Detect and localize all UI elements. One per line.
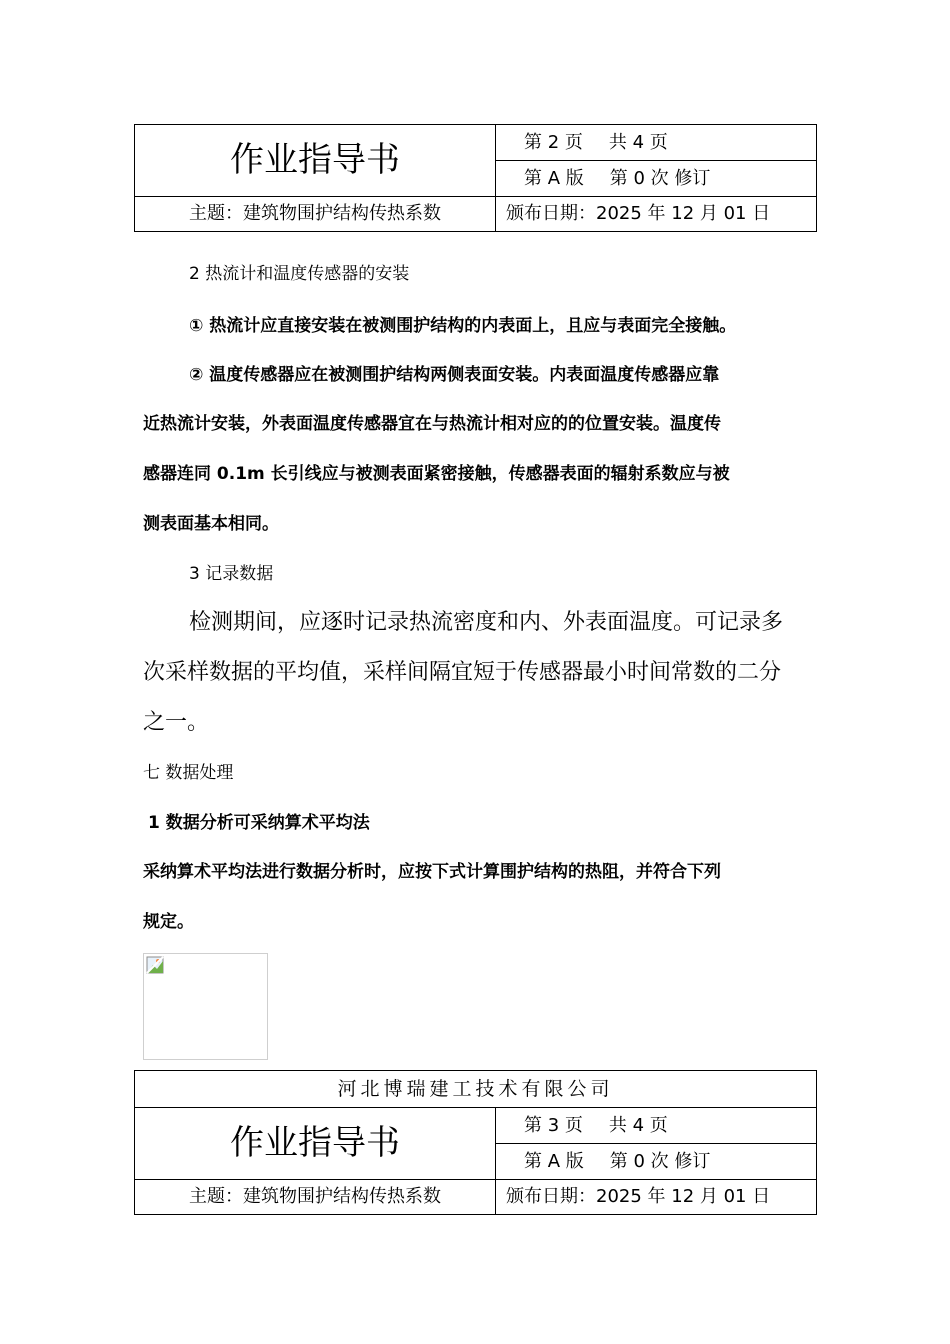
company-name: 河北博瑞建工技术有限公司: [135, 1071, 817, 1108]
page-total: 共 4 页: [608, 131, 668, 153]
doc-title: 作业指导书: [135, 1108, 496, 1180]
subject: 主题：建筑物围护结构传热系数: [135, 1180, 496, 1215]
section-2-item-2-line-4: 测表面基本相同。: [143, 514, 279, 534]
section-2-item-2-line-1: ② 温度传感器应在被测围护结构两侧表面安装。内表面温度传感器应靠: [189, 365, 720, 385]
formula-image-placeholder: [143, 953, 268, 1060]
section-2-item-2-line-3: 感器连同 0.1m 长引线应与被测表面紧密接触，传感器表面的辐射系数应与被: [143, 464, 730, 484]
revision: 第 0 次 修订: [609, 1150, 711, 1172]
doc-title: 作业指导书: [135, 125, 496, 197]
subject: 主题：建筑物围护结构传热系数: [135, 197, 496, 232]
version-info: [496, 1144, 817, 1180]
header-table-top: [134, 124, 817, 232]
section-3-para-line-3: 之一。: [143, 710, 210, 735]
page-number: 第 2 页: [524, 131, 583, 153]
section-3-para-line-1: 检测期间，应逐时记录热流密度和内、外表面温度。可记录多: [189, 610, 784, 635]
version-info: [496, 161, 817, 197]
page-info: [496, 1108, 817, 1144]
section-7-1-heading: 1 数据分析可采纳算术平均法: [148, 813, 370, 833]
section-7-1-line-2: 规定。: [143, 912, 194, 932]
header-table-bottom: [134, 1070, 817, 1215]
section-2-item-2-line-2: 近热流计安装，外表面温度传感器宜在与热流计相对应的的位置安装。温度传: [143, 414, 721, 434]
section-2-item-1: ① 热流计应直接安装在被测围护结构的内表面上，且应与表面完全接触。: [189, 316, 737, 336]
section-7-heading: 七 数据处理: [143, 763, 234, 783]
page-info: [496, 125, 817, 161]
broken-image-icon: [146, 956, 164, 974]
section-7-1-line-1: 采纳算术平均法进行数据分析时，应按下式计算围护结构的热阻，并符合下列: [143, 862, 721, 882]
page-number: 第 3 页: [524, 1114, 583, 1136]
version: 第 A 版: [524, 1150, 584, 1172]
section-2-heading: 2 热流计和温度传感器的安装: [189, 264, 410, 284]
section-3-para-line-2: 次采样数据的平均值，采样间隔宜短于传感器最小时间常数的二分: [143, 660, 782, 685]
page-total: 共 4 页: [608, 1114, 668, 1136]
version: 第 A 版: [524, 167, 584, 189]
release-date: 颁布日期：2025 年 12 月 01 日: [496, 197, 817, 232]
revision: 第 0 次 修订: [609, 167, 711, 189]
release-date: 颁布日期：2025 年 12 月 01 日: [496, 1180, 817, 1215]
section-3-heading: 3 记录数据: [189, 564, 274, 584]
